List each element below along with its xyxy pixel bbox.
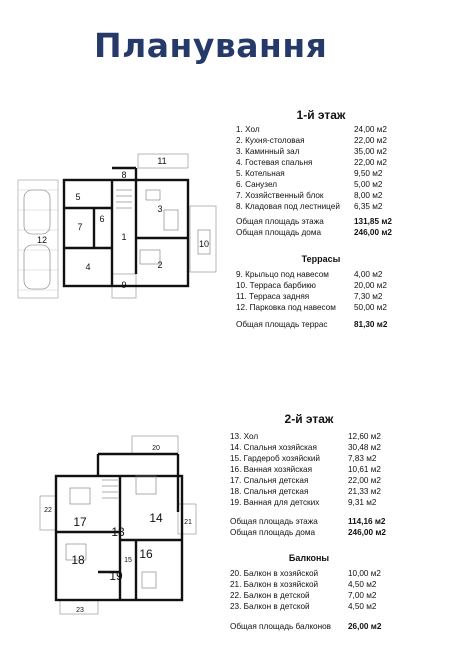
room-row: 13. Хол 12,60 м2 (230, 432, 381, 441)
floor1-heading: 1-й этаж (296, 108, 346, 122)
floor1-rooms (236, 124, 412, 238)
room-row: 19. Ванная для детских 9,31 м2 (230, 498, 377, 507)
terrace-row: 9. Крыльцо под навесом 4,00 м2 (236, 270, 383, 279)
plan-label-22: 22 (44, 507, 52, 514)
plan-label-4: 4 (85, 262, 91, 272)
floor1-plan (16, 150, 226, 302)
balcony-row: 21. Балкон в хозяйской 4,50 м2 (230, 580, 377, 589)
plan-label-16: 16 (139, 547, 153, 561)
plan-label-2: 2 (157, 260, 163, 270)
plan-label-3: 3 (157, 204, 163, 214)
room-row: 14. Спальня хозяйская 30,48 м2 (230, 443, 381, 452)
floor2-rooms (230, 431, 406, 538)
total-row: Общая площадь этажа 131,85 м2 (236, 217, 392, 226)
floor2-plan (36, 432, 202, 618)
plan-label-23: 23 (76, 607, 84, 614)
plan-label-18: 18 (71, 553, 85, 567)
room-row: 1. Хол 24,00 м2 (236, 125, 387, 134)
room-row: 2. Кухня-столовая 22,00 м2 (236, 136, 387, 145)
balconies-list (230, 568, 406, 632)
plan-label-6: 6 (99, 214, 105, 224)
total-row: Общая площадь дома 246,00 м2 (236, 228, 392, 237)
room-row: 18. Спальня детская 21,33 м2 (230, 487, 381, 496)
terrace-row: 10. Терраса барбикю 20,00 м2 (236, 281, 387, 290)
plan-label-8: 8 (121, 170, 127, 180)
terrace-row: 12. Парковка под навесом 50,00 м2 (236, 303, 387, 312)
terraces-list (236, 269, 412, 330)
room-row: 7. Хозяйственный блок 8,00 м2 (236, 191, 383, 200)
room-row: 5. Котельная 9,50 м2 (236, 169, 383, 178)
room-row: 8. Кладовая под лестницей 6,35 м2 (236, 202, 383, 211)
balcony-row: 22. Балкон в детской 7,00 м2 (230, 591, 377, 600)
total-row: Общая площадь балконов 26,00 м2 (230, 622, 382, 631)
floor2-heading: 2-й этаж (284, 412, 334, 426)
plan-label-15: 15 (124, 557, 132, 564)
terraces-heading: Террасы (301, 254, 341, 264)
room-row: 6. Санузел 5,00 м2 (236, 180, 383, 189)
plan-label-5: 5 (75, 192, 81, 202)
plan-label-12: 12 (36, 235, 48, 245)
plan-label-17: 17 (73, 515, 87, 529)
balcony-row: 23. Балкон в детской 4,50 м2 (230, 602, 377, 611)
total-row: Общая площадь террас 81,30 м2 (236, 320, 388, 329)
plan-label-19: 19 (109, 569, 123, 583)
room-row: 17. Спальня детская 22,00 м2 (230, 476, 381, 485)
plan-label-1: 1 (121, 232, 127, 242)
total-row: Общая площадь дома 246,00 м2 (230, 528, 386, 537)
plan-label-20: 20 (152, 445, 160, 452)
page-title: Планування (94, 26, 328, 65)
total-row: Общая площадь этажа 114,16 м2 (230, 517, 386, 526)
plan-label-9: 9 (121, 280, 127, 290)
plan-label-21: 21 (184, 519, 192, 526)
room-row: 3. Каминный зал 35,00 м2 (236, 147, 387, 156)
balconies-heading: Балконы (288, 553, 330, 563)
room-row: 15. Гардероб хозяйский 7,83 м2 (230, 454, 377, 463)
plan-label-10: 10 (198, 239, 210, 249)
balcony-row: 20. Балкон в хозяйской 10,00 м2 (230, 569, 381, 578)
plan-label-13: 13 (111, 525, 125, 539)
room-row: 16. Ванная хозяйская 10,61 м2 (230, 465, 381, 474)
plan-label-11: 11 (157, 156, 167, 166)
plan-label-7: 7 (77, 222, 83, 232)
room-row: 4. Гостевая спальня 22,00 м2 (236, 158, 387, 167)
plan-label-14: 14 (149, 511, 163, 525)
terrace-row: 11. Терраса задняя 7,30 м2 (236, 292, 383, 301)
